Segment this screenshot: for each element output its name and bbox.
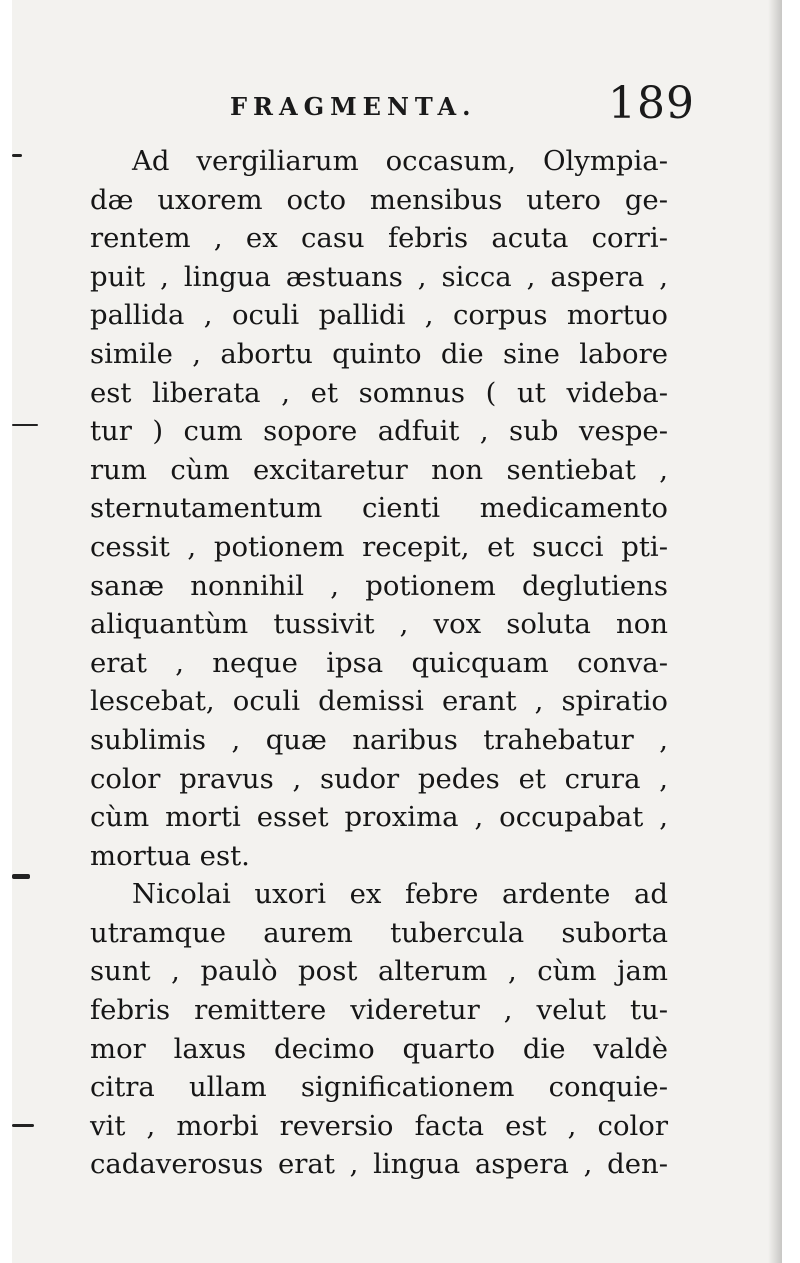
text-line: mor laxus decimo quarto die valdè: [90, 1032, 668, 1065]
text-line: puit , lingua æstuans , sicca , aspera ,: [90, 260, 668, 293]
text-line: simile , abortu quinto die sine labore: [90, 337, 668, 370]
page-number: 189: [608, 78, 695, 129]
text-line: citra ullam significationem conquie-: [90, 1071, 668, 1104]
text-line: color pravus , sudor pedes et crura ,: [90, 762, 668, 795]
text-line: cadaverosus erat , lingua aspera , den-: [90, 1148, 668, 1181]
text-line: sublimis , quæ naribus trahebatur ,: [90, 723, 668, 756]
body-text: [90, 142, 668, 1184]
text-line: rum cùm excitaretur non sentiebat ,: [90, 453, 668, 486]
text-line: dæ uxorem octo mensibus utero ge-: [90, 183, 668, 216]
page-edge-mark: [12, 424, 38, 426]
text-line: pallida , oculi pallidi , corpus mortuo: [90, 299, 668, 332]
page-edge-mark: [12, 1124, 34, 1127]
text-line: est liberata , et somnus ( ut videba-: [90, 376, 668, 409]
paragraph-nicolai: [90, 875, 668, 1184]
text-line: cùm morti esset proxima , occupabat ,: [90, 801, 668, 834]
paragraph-olympiades: [90, 142, 668, 875]
page-edge-mark: [12, 154, 22, 157]
text-line: sternutamentum cienti medicamento: [90, 492, 668, 525]
running-title: FRAGMENTA.: [230, 92, 477, 121]
text-line: sunt , paulò post alterum , cùm jam: [90, 955, 668, 988]
book-page: [12, 0, 782, 1263]
text-line: utramque aurem tubercula suborta: [90, 916, 668, 949]
text-line: aliquantùm tussivit , vox soluta non: [90, 608, 668, 641]
text-line: erat , neque ipsa quicquam conva-: [90, 646, 668, 679]
text-line: vit , morbi reversio facta est , color: [90, 1109, 668, 1142]
text-line: cessit , potionem recepit, et succi pti-: [90, 530, 668, 563]
text-line: mortua est.: [90, 839, 250, 872]
text-line: Ad vergiliarum occasum, Olympia-: [132, 145, 668, 177]
text-line: sanæ nonnihil , potionem deglutiens: [90, 569, 668, 602]
page-edge-mark: [12, 874, 30, 879]
text-line: febris remittere videretur , velut tu-: [90, 994, 668, 1027]
page-header: [12, 78, 782, 132]
text-line: lescebat, oculi demissi erant , spiratio: [90, 685, 668, 718]
text-line: tur ) cum sopore adfuit , sub vespe-: [90, 415, 668, 448]
text-line: Nicolai uxori ex febre ardente ad: [132, 878, 668, 911]
text-line: rentem , ex casu febris acuta corri-: [90, 222, 668, 255]
